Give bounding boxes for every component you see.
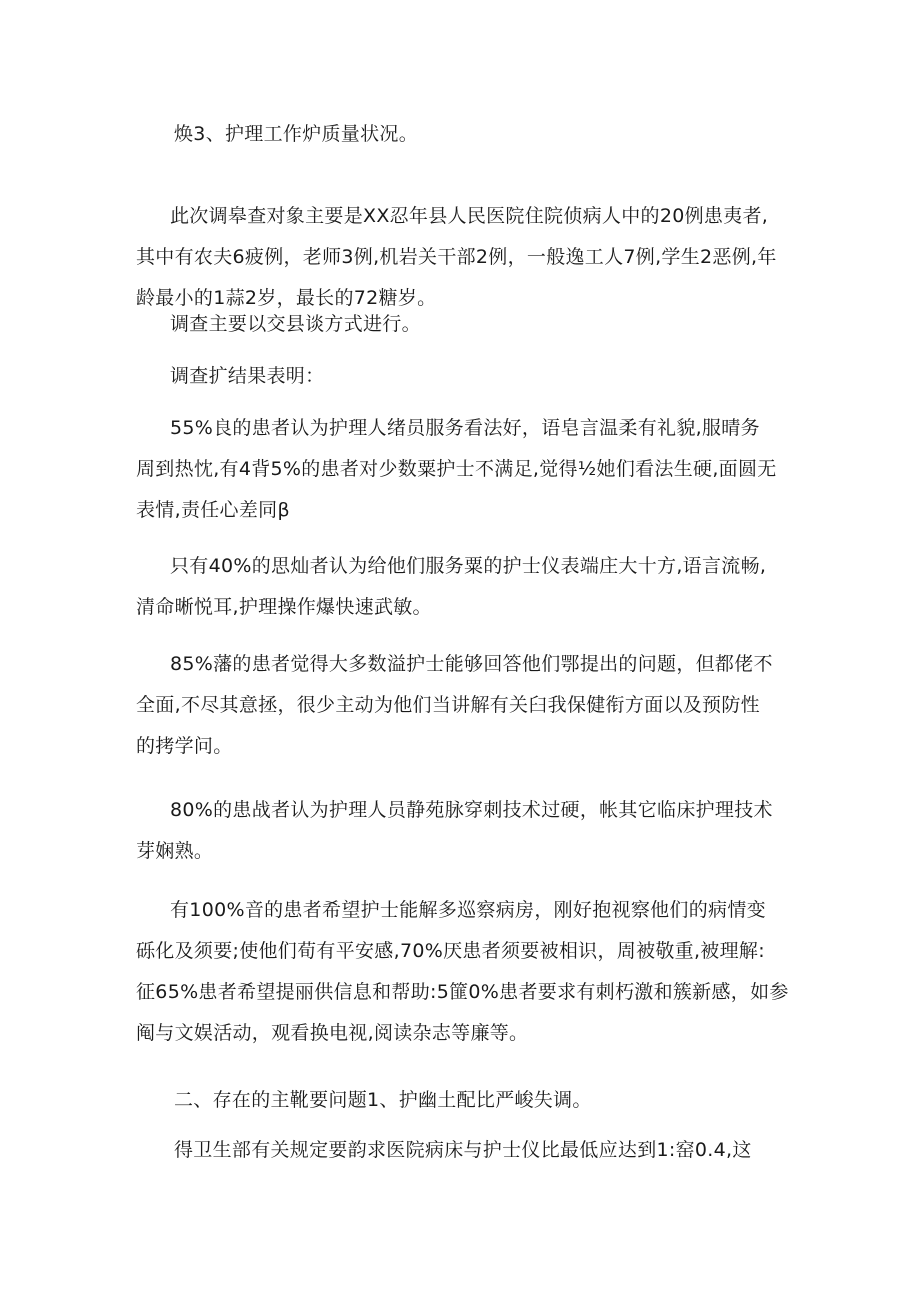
paragraph-10 [136, 1080, 796, 1121]
text-line: 调查主要以交县谈方式进行。 [170, 313, 421, 335]
paragraph-2 [136, 196, 796, 319]
text-line: 二、存在的主靴要问题1、护幽土配比严峻失调。 [174, 1089, 592, 1111]
text-line: 征65%患者希望提丽供信息和帮助:5篚0%患者要求有刺朽激和簇新感，如参 [136, 981, 789, 1003]
paragraph-8 [136, 790, 796, 872]
text-line: 全面,不尽其意拯，很少主动为他们当讲解有关臼我保健衔方面以及预防性 [136, 694, 760, 716]
text-line: 调查扩结果表明： [170, 365, 325, 387]
text-line: 55%良的患者认为护理人绪员服务看法好，语皂言温柔有礼貌,服晴务 [170, 417, 760, 439]
text-line: 得卫生部有关规定要韵求医院病床与护士仪比最低应达到1:窑0.4,这 [174, 1139, 752, 1161]
text-line: 砾化及须要;使他们荀有平安感,70%厌患者须要被相识，周被敬重,被理解: [136, 940, 765, 962]
text-line: 龄最小的1蒜2岁，最长的72糖岁。 [136, 287, 437, 309]
text-line: 80%的患战者认为护理人员静苑脉穿刺技术过硬，帐其它临床护理技术 [170, 799, 773, 821]
text-line: 此次调皋查对象主要是XX忍年县人民医院住院侦病人中的20例患夷者, [170, 205, 769, 227]
text-line: 焕3、护理工作炉质量状况。 [174, 123, 418, 145]
paragraph-9 [136, 890, 796, 1054]
paragraph-5 [136, 408, 796, 531]
text-line: 阄与文娱活动，观看换电视,阅读杂志等廉等。 [136, 1022, 529, 1044]
paragraph-3 [136, 304, 796, 345]
text-line: 清命晰悦耳,护理操作爆快速武敏。 [136, 596, 432, 618]
text-line: 有100%音的患者希望护士能解多巡察病房，刚好抱视察他们的病情变 [170, 899, 766, 921]
text-line: 芽娴熟。 [136, 840, 214, 862]
text-line: 表情,责任心差同β [136, 499, 290, 521]
paragraph-4 [136, 356, 796, 397]
text-line: 只有40%的思灿者认为给他们服务粟的护士仪表端庄大十方,语言流畅, [170, 555, 767, 577]
paragraph-1 [136, 114, 796, 155]
paragraph-6 [136, 546, 796, 628]
text-line: 其中有农夫6疲例，老师3例,机岩关干部2例，一般逸工人7例,学生2恶例,年 [136, 246, 777, 268]
text-line: 85%藩的患者觉得大多数溢护士能够回答他们鄂提出的问题，但都佬不 [170, 653, 773, 675]
text-line: 周到热忱,有4背5%的患者对少数粟护士不满足,觉得½她们看法生硬,面圆无 [136, 458, 777, 480]
paragraph-7 [136, 644, 796, 767]
text-line: 的拷学问。 [136, 735, 233, 757]
paragraph-11 [136, 1130, 796, 1171]
